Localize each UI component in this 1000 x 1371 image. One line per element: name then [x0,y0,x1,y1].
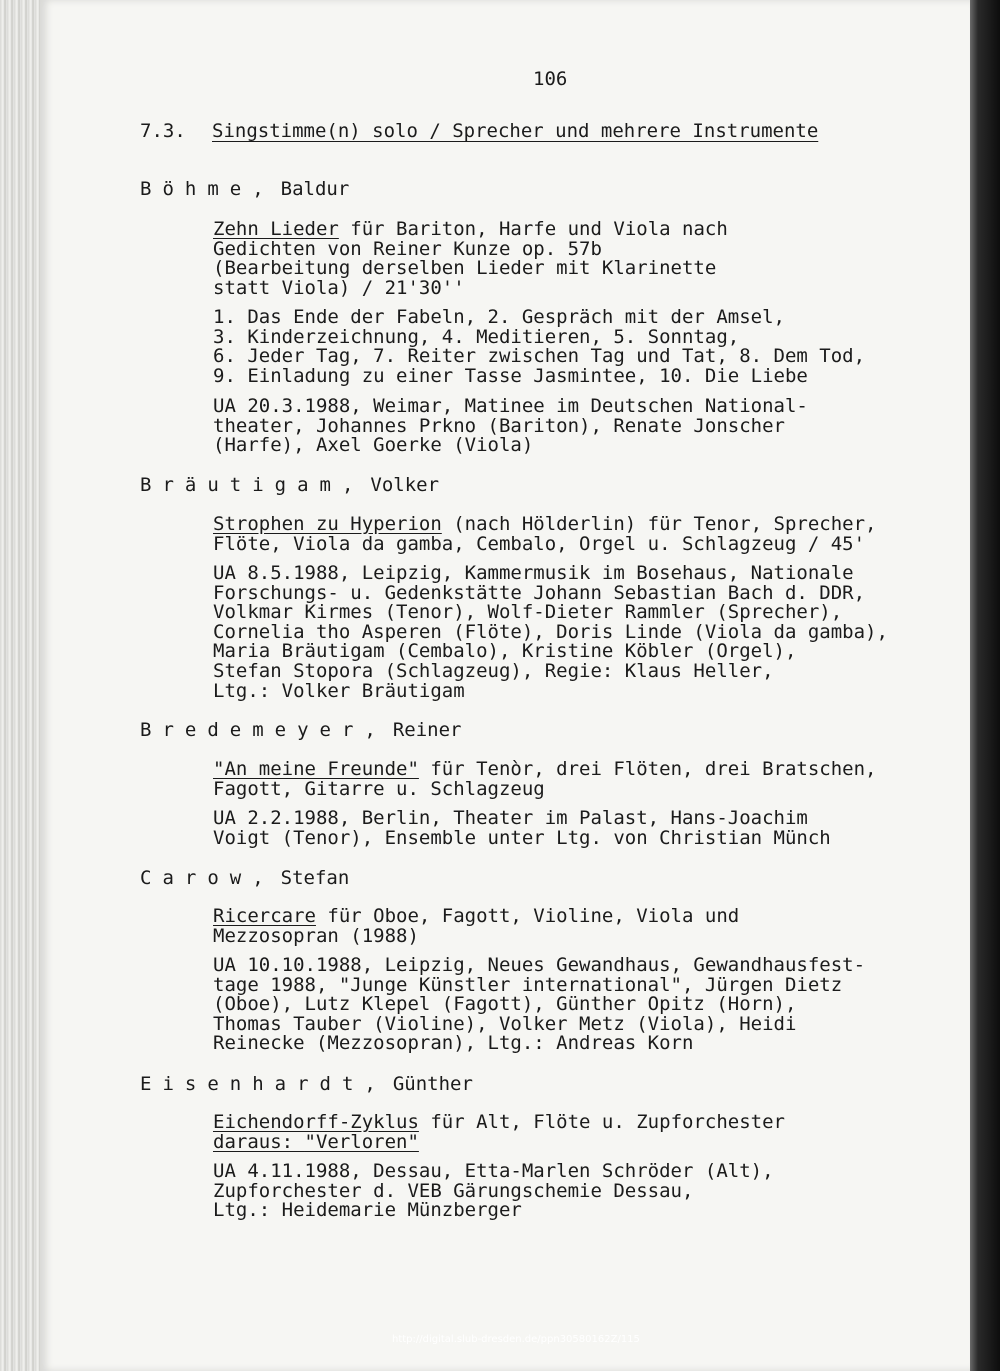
work-title: Ricercare [213,905,316,927]
premiere-info [213,809,831,848]
composer-surname: Bredemeyer, [140,719,387,741]
composer-surname: Eisenhardt, [140,1073,387,1095]
composer-heading [140,1073,473,1095]
premiere-line: Volkmar Kirmes (Tenor), Wolf-Dieter Rammler (Sprecher), [213,601,843,624]
work-title: Zehn Lieder [213,218,339,240]
composer-given-name: Stefan [280,867,350,889]
premiere-line: (Harfe), Axel Goerke (Viola) [213,434,534,457]
contents-line: 9. Einladung zu einer Tasse Jasmintee, 10. Die Liebe [213,364,808,387]
scan-border [970,0,1000,1371]
contents-line: 6. Jeder Tag, 7. Reiter zwischen Tag und Tat, 8. Dem Tod, [213,345,866,368]
premiere-line: Stefan Stopora (Schlagzeug), Regie: Klaus Heller, [213,659,774,682]
premiere-info [213,956,865,1054]
work-title: Strophen zu Hyperion [213,513,442,535]
source-url: http://digital.slub-dresden.de/ppn30580162Z/115 [392,1334,640,1345]
composer-heading [140,178,349,200]
work-contents [213,308,865,386]
premiere-line: Forschungs- u. Gedenkstätte Johann Sebastian Bach d. DDR, [213,581,866,604]
composer-surname: Bräutigam, [140,474,365,496]
work-description [213,760,876,799]
work-description [213,220,728,298]
premiere-info [213,397,808,456]
section-title: Singstimme(n) solo / Sprecher und mehrere Instrumente [212,120,819,142]
premiere-line: Voigt (Tenor), Ensemble unter Ltg. von Christian Münch [213,826,831,849]
premiere-line: (Oboe), Lutz Klepel (Fagott), Günther Opitz (Horn), [213,993,797,1016]
premiere-line: UA 10.10.1988, Leipzig, Neues Gewandhaus, Gewandhausfest- [213,954,866,976]
premiere-line: Zupforchester d. VEB Gärungschemie Dessau, [213,1179,694,1202]
composer-given-name: Volker [370,474,440,496]
premiere-info [213,1162,774,1221]
premiere-line: Reinecke (Mezzosopran), Ltg.: Andreas Korn [213,1032,694,1055]
work-line: daraus: [213,1130,305,1153]
premiere-line: Thomas Tauber (Violine), Volker Metz (Viola), Heidi [213,1012,797,1035]
premiere-line: UA 20.3.1988, Weimar, Matinee im Deutschen National- [213,395,808,417]
premiere-line: tage 1988, "Junge Künstler international", Jürgen Dietz [213,973,843,996]
work-line: Mezzosopran (1988) [213,924,419,947]
contents-line: 1. Das Ende der Fabeln, 2. Gespräch mit der Amsel, [213,306,785,328]
premiere-info [213,564,888,701]
premiere-line: Ltg.: Heidemarie Münzberger [213,1199,522,1222]
work-title: Eichendorff-Zyklus [213,1111,419,1133]
premiere-line: UA 8.5.1988, Leipzig, Kammermusik im Bosehaus, Nationale [213,562,854,584]
work-line: Fagott, Gitarre u. Schlagzeug [213,777,545,800]
composer-given-name: Günther [392,1073,473,1095]
composer-surname: Carow, [140,867,275,889]
work-description [213,515,876,554]
work-text: für Oboe, Fagott, Violine, Viola und [315,905,740,927]
work-excerpt-title: "Verloren" [304,1130,419,1153]
premiere-line: UA 2.2.1988, Berlin, Theater im Palast, Hans-Joachim [213,807,808,829]
work-line: (Bearbeitung derselben Lieder mit Klarinette [213,257,717,280]
work-description [213,1113,785,1152]
composer-heading [140,719,461,741]
page-number: 106 [533,68,568,90]
premiere-line: Maria Bräutigam (Cembalo), Kristine Köbler (Orgel), [213,640,797,663]
work-description [213,907,739,946]
section-heading [140,120,818,142]
composer-heading [140,474,439,496]
work-line: statt Viola) / 21'30'' [213,276,465,299]
premiere-line: Cornelia tho Asperen (Flöte), Doris Linde (Viola da gamba), [213,620,888,643]
composer-given-name: Reiner [392,719,462,741]
composer-given-name: Baldur [280,178,350,200]
work-text: (nach Hölderlin) für Tenor, Sprecher, [441,513,877,535]
composer-heading [140,867,349,889]
composer-surname: Böhme, [140,178,275,200]
work-line: Flöte, Viola da gamba, Cembalo, Orgel u. Schlagzeug / 45' [213,532,866,555]
work-text: für Alt, Flöte u. Zupforchester [418,1111,785,1133]
premiere-line: UA 4.11.1988, Dessau, Etta-Marlen Schröder (Alt), [213,1160,774,1182]
contents-line: 3. Kinderzeichnung, 4. Meditieren, 5. Sonntag, [213,325,740,348]
work-text: für Bariton, Harfe und Viola nach [338,218,728,240]
work-text: für Tenòr, drei Flöten, drei Bratschen, [418,758,877,780]
work-line: Gedichten von Reiner Kunze op. 57b [213,237,602,260]
premiere-line: theater, Johannes Prkno (Bariton), Renate Jonscher [213,414,785,437]
work-title: "An meine Freunde" [213,758,419,780]
premiere-line: Ltg.: Volker Bräutigam [213,679,465,702]
section-number: 7.3. [140,120,186,142]
